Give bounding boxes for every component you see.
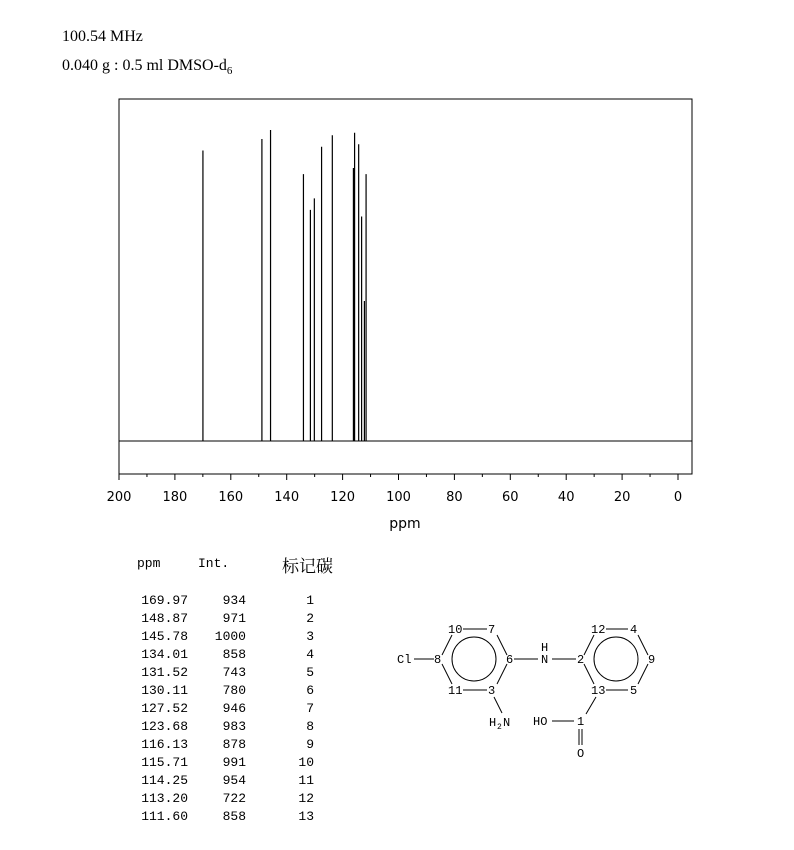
cell-intensity: 954 <box>222 773 246 788</box>
atom-label-c7: 7 <box>488 623 496 637</box>
cell-intensity: 858 <box>222 647 246 662</box>
cell-ppm: 131.52 <box>141 665 188 680</box>
atom-label-ho: HO <box>533 715 548 729</box>
atom-label-c4: 4 <box>630 623 638 637</box>
table-row <box>118 610 314 628</box>
atom-label-c11: 11 <box>448 684 463 698</box>
sample-info-subscript: 6 <box>226 65 233 78</box>
cell-ppm: 145.78 <box>141 629 188 644</box>
table-row <box>118 808 314 826</box>
cell-intensity: 780 <box>222 683 246 698</box>
cell-intensity: 971 <box>222 611 246 626</box>
atom-label-c8: 8 <box>434 653 442 667</box>
cell-carbon-label: 11 <box>298 773 314 788</box>
atom-label-h2n-h: H <box>489 716 497 730</box>
cell-carbon-label: 13 <box>298 809 314 824</box>
x-tick-label-20: 20 <box>613 490 631 505</box>
table-row <box>118 592 314 610</box>
sample-info-text: 0.040 g : 0.5 ml DMSO-d <box>62 57 227 74</box>
table-row <box>118 628 314 646</box>
cell-ppm: 115.71 <box>141 755 188 770</box>
cell-ppm: 127.52 <box>141 701 188 716</box>
x-tick-label-40: 40 <box>557 490 575 505</box>
table-header-carbon-label: 标记碳 <box>282 557 333 577</box>
cell-ppm: 111.60 <box>141 809 188 824</box>
x-tick-label-120: 120 <box>330 490 356 505</box>
table-row <box>118 772 314 790</box>
cell-intensity: 722 <box>222 791 246 806</box>
x-tick-label-100: 100 <box>386 490 411 505</box>
cell-ppm: 113.20 <box>141 791 188 806</box>
x-axis-label: ppm <box>389 516 421 532</box>
plot-frame <box>119 99 692 474</box>
x-tick-label-200: 200 <box>106 490 132 505</box>
atom-label-h2n-n: N <box>503 716 511 730</box>
atom-label-c5: 5 <box>630 684 638 698</box>
x-tick-label-180: 180 <box>162 490 188 505</box>
atom-label-c2: 2 <box>577 653 585 667</box>
table-row <box>118 790 314 808</box>
cell-intensity: 743 <box>222 665 246 680</box>
table-row <box>118 682 314 700</box>
spectrometer-frequency: 100.54 MHz <box>62 28 143 45</box>
cell-carbon-label: 8 <box>306 719 314 734</box>
atom-label-c3: 3 <box>488 684 496 698</box>
cell-intensity: 858 <box>222 809 246 824</box>
atom-label-n: N <box>541 653 549 667</box>
atom-label-c10: 10 <box>448 623 463 637</box>
cell-ppm: 130.11 <box>141 683 188 698</box>
cell-carbon-label: 7 <box>306 701 314 716</box>
atom-label-h: H <box>541 641 549 655</box>
cell-intensity: 878 <box>222 737 246 752</box>
cell-ppm: 114.25 <box>141 773 188 788</box>
atom-label-c13: 13 <box>591 684 606 698</box>
table-header-intensity: Int. <box>198 556 230 571</box>
table-row <box>118 646 314 664</box>
x-tick-label-160: 160 <box>218 490 244 505</box>
cell-carbon-label: 9 <box>306 737 314 752</box>
cell-intensity: 946 <box>222 701 246 716</box>
cell-intensity: 1000 <box>214 629 246 644</box>
table-row <box>118 700 314 718</box>
table-row <box>118 664 314 682</box>
x-tick-label-140: 140 <box>274 490 300 505</box>
cell-intensity: 983 <box>222 719 246 734</box>
cell-carbon-label: 6 <box>306 683 314 698</box>
cell-carbon-label: 1 <box>306 593 314 608</box>
atom-label-cl: Cl <box>397 653 412 667</box>
cell-carbon-label: 3 <box>306 629 314 644</box>
cell-carbon-label: 10 <box>298 755 314 770</box>
table-header-ppm: ppm <box>137 556 161 571</box>
atom-label-h2n-sub: 2 <box>497 723 502 732</box>
atom-label-c6: 6 <box>506 653 514 667</box>
cell-intensity: 991 <box>222 755 246 770</box>
cell-intensity: 934 <box>222 593 246 608</box>
cell-ppm: 123.68 <box>141 719 188 734</box>
cell-carbon-label: 4 <box>306 647 314 662</box>
peak-table <box>118 592 314 826</box>
atom-label-o: O <box>577 747 585 761</box>
cell-carbon-label: 2 <box>306 611 314 626</box>
atom-label-c12: 12 <box>591 623 606 637</box>
atom-label-c1: 1 <box>577 715 585 729</box>
x-tick-label-0: 0 <box>673 490 683 505</box>
cell-carbon-label: 12 <box>298 791 314 806</box>
table-row <box>118 754 314 772</box>
x-tick-label-60: 60 <box>502 490 519 505</box>
cell-ppm: 134.01 <box>141 647 188 662</box>
table-row <box>118 736 314 754</box>
atom-label-c9: 9 <box>648 653 656 667</box>
cell-ppm: 148.87 <box>141 611 188 626</box>
x-tick-label-80: 80 <box>446 490 463 505</box>
table-row <box>118 718 314 736</box>
cell-ppm: 116.13 <box>141 737 188 752</box>
cell-ppm: 169.97 <box>141 593 188 608</box>
cell-carbon-label: 5 <box>306 665 314 680</box>
